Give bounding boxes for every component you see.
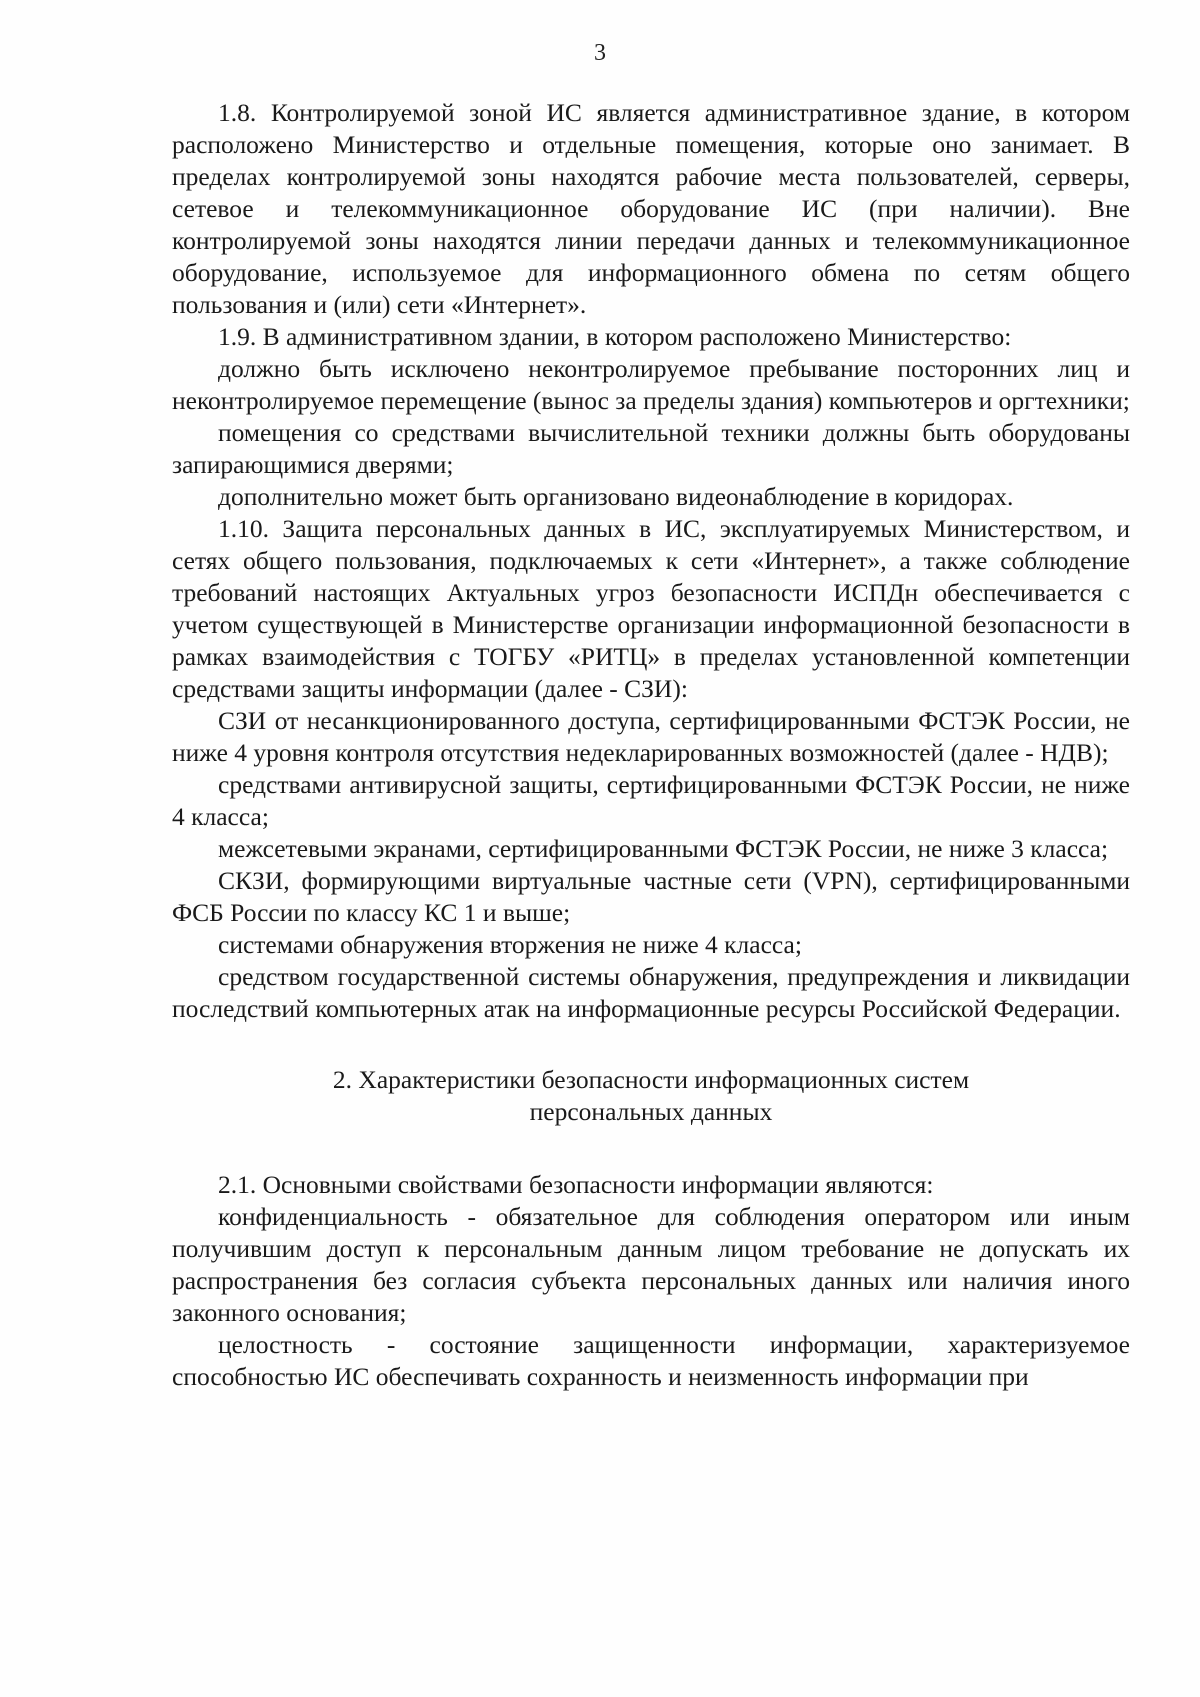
paragraph-2-1-item-1: конфиденциальность - обязательное для соблюдения оператором или иным получившим доступ к персональным данным лицом требование не допускать их распространения без согласия субъекта персональных данных или наличия иного законного основания; bbox=[172, 1202, 1130, 1327]
document-body bbox=[172, 97, 1130, 1393]
section-2-heading-line-2: персональных данных bbox=[529, 1097, 773, 1126]
section-2-heading-line-1: 2. Характеристики безопасности информационных систем bbox=[332, 1065, 970, 1094]
paragraph-1-9-item-3: дополнительно может быть организовано видеонаблюдение в коридорах. bbox=[218, 482, 1014, 511]
paragraph-1-10-item-1: СЗИ от несанкционированного доступа, сертифицированными ФСТЭК России, не ниже 4 уровня контроля отсутствия недекларированных возможностей (далее - НДВ); bbox=[172, 706, 1130, 767]
paragraph-1-8: 1.8. Контролируемой зоной ИС является административное здание, в котором расположено Министерство и отдельные помещения, которые оно занимает. В пределах контролируемой зоны находятся рабочие места пользователей, серверы, сетевое и телекоммуникационное оборудование ИС (при наличии). Вне контролируемой зоны находятся линии передачи данных и телекоммуникационное оборудование, используемое для информационного обмена по сетям общего пользования и (или) сети «Интернет». bbox=[172, 98, 1130, 319]
paragraph-1-10-item-6: средством государственной системы обнаружения, предупреждения и ликвидации последствий компьютерных атак на информационные ресурсы Российской Федерации. bbox=[172, 962, 1130, 1023]
paragraph-1-10-item-4: СКЗИ, формирующими виртуальные частные сети (VPN), сертифицированными ФСБ России по классу КС 1 и выше; bbox=[172, 866, 1130, 927]
paragraph-1-9-item-1: должно быть исключено неконтролируемое пребывание посторонних лиц и неконтролируемое перемещение (вынос за пределы здания) компьютеров и оргтехники; bbox=[172, 354, 1130, 415]
paragraph-2-1: 2.1. Основными свойствами безопасности информации являются: bbox=[218, 1170, 934, 1199]
paragraph-1-10-item-5: системами обнаружения вторжения не ниже 4 класса; bbox=[218, 930, 802, 959]
paragraph-1-9-item-2: помещения со средствами вычислительной техники должны быть оборудованы запирающимися дверями; bbox=[172, 418, 1130, 479]
paragraph-1-9: 1.9. В административном здании, в котором расположено Министерство: bbox=[218, 322, 1012, 351]
paragraph-1-10-item-2: средствами антивирусной защиты, сертифицированными ФСТЭК России, не ниже 4 класса; bbox=[172, 770, 1130, 831]
section-2-heading bbox=[172, 1064, 1130, 1128]
page-number: 3 bbox=[594, 40, 606, 66]
paragraph-1-10: 1.10. Защита персональных данных в ИС, эксплуатируемых Министерством, и сетях общего пользования, подключаемых к сети «Интернет», а также соблюдение требований настоящих Актуальных угроз безопасности ИСПДн обеспечивается с учетом существующей в Министерстве организации информационной безопасности в рамках взаимодействия с ТОГБУ «РИТЦ» в пределах установленной компетенции средствами защиты информации (далее - СЗИ): bbox=[172, 514, 1130, 703]
paragraph-2-1-item-2: целостность - состояние защищенности информации, характеризуемое способностью ИС обеспечивать сохранность и неизменность информации при bbox=[172, 1330, 1130, 1391]
paragraph-1-10-item-3: межсетевыми экранами, сертифицированными ФСТЭК России, не ниже 3 класса; bbox=[218, 834, 1109, 863]
